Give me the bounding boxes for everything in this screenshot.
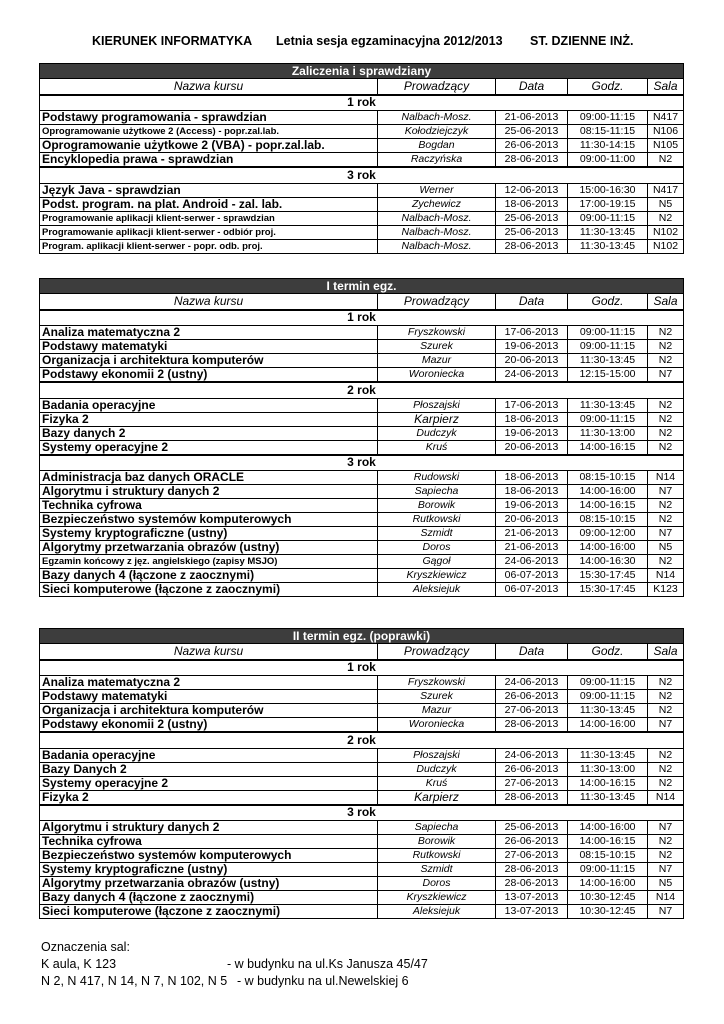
table-row bbox=[40, 183, 684, 197]
table-row bbox=[40, 412, 684, 426]
table-row bbox=[40, 849, 684, 863]
exam-room: N14 bbox=[648, 891, 684, 905]
course-name: Bazy danych 4 (łączone z zaocznymi) bbox=[40, 891, 378, 905]
table-row bbox=[40, 197, 684, 211]
exam-room: N5 bbox=[648, 197, 684, 211]
lecturer-name: Aleksiejuk bbox=[378, 583, 496, 597]
study-mode-label: ST. DZIENNE INŻ. bbox=[530, 34, 634, 48]
column-header: Prowadzący bbox=[378, 644, 496, 660]
course-name: Podstawy ekonomii 2 (ustny) bbox=[40, 368, 378, 383]
exam-room: N2 bbox=[648, 748, 684, 762]
exam-time: 08:15-10:15 bbox=[568, 471, 648, 485]
table-row bbox=[40, 340, 684, 354]
course-name: Programowanie aplikacji klient-serwer - odbiór proj. bbox=[40, 225, 378, 239]
exam-date: 20-06-2013 bbox=[496, 354, 568, 368]
column-header-row bbox=[40, 644, 684, 660]
exam-time: 11:30-13:45 bbox=[568, 748, 648, 762]
exam-date: 24-06-2013 bbox=[496, 748, 568, 762]
course-name: Organizacja i architektura komputerów bbox=[40, 704, 378, 718]
exam-room: N2 bbox=[648, 762, 684, 776]
exam-room: N2 bbox=[648, 426, 684, 440]
table-row bbox=[40, 326, 684, 340]
column-header: Godz. bbox=[568, 294, 648, 310]
lecturer-name: Kołodziejczyk bbox=[378, 125, 496, 139]
exam-date: 28-06-2013 bbox=[496, 718, 568, 733]
table-row bbox=[40, 748, 684, 762]
exam-room: N2 bbox=[648, 340, 684, 354]
column-header: Nazwa kursu bbox=[40, 79, 378, 95]
table-row bbox=[40, 513, 684, 527]
lecturer-name: Mazur bbox=[378, 704, 496, 718]
lecturer-name: Raczyńska bbox=[378, 153, 496, 168]
table-row bbox=[40, 676, 684, 690]
table-row bbox=[40, 225, 684, 239]
table-row bbox=[40, 153, 684, 168]
column-header: Data bbox=[496, 644, 568, 660]
year-group-label: 1 rok bbox=[40, 660, 684, 676]
column-header: Nazwa kursu bbox=[40, 644, 378, 660]
course-name: Egzamin końcowy z jęz. angielskiego (zapisy MSJO) bbox=[40, 555, 378, 569]
year-group-label: 2 rok bbox=[40, 382, 684, 398]
table-row bbox=[40, 718, 684, 733]
exam-room: N102 bbox=[648, 239, 684, 253]
exam-room: N417 bbox=[648, 111, 684, 125]
lecturer-name: Woroniecka bbox=[378, 718, 496, 733]
course-name: Oprogramowanie użytkowe 2 (VBA) - popr.zal.lab. bbox=[40, 139, 378, 153]
exam-date: 12-06-2013 bbox=[496, 183, 568, 197]
course-name: Sieci komputerowe (łączone z zaocznymi) bbox=[40, 583, 378, 597]
course-name: Program. aplikacji klient-serwer - popr. odb. proj. bbox=[40, 239, 378, 253]
exam-date: 13-07-2013 bbox=[496, 891, 568, 905]
exam-date: 19-06-2013 bbox=[496, 499, 568, 513]
exam-room: N2 bbox=[648, 412, 684, 426]
lecturer-name: Aleksiejuk bbox=[378, 905, 496, 919]
table-row bbox=[40, 368, 684, 383]
course-name: Organizacja i architektura komputerów bbox=[40, 354, 378, 368]
exam-room: N2 bbox=[648, 398, 684, 412]
table-row bbox=[40, 125, 684, 139]
exam-time: 09:00-11:15 bbox=[568, 690, 648, 704]
course-name: Badania operacyjne bbox=[40, 398, 378, 412]
exam-room: N2 bbox=[648, 211, 684, 225]
legend-rooms: K aula, K 123 bbox=[41, 957, 117, 971]
exam-room: K123 bbox=[648, 583, 684, 597]
lecturer-name: Werner bbox=[378, 183, 496, 197]
lecturer-name: Dudczyk bbox=[378, 426, 496, 440]
exam-time: 15:00-16:30 bbox=[568, 183, 648, 197]
exam-time: 08:15-10:15 bbox=[568, 849, 648, 863]
year-group-label: 1 rok bbox=[40, 95, 684, 111]
exam-date: 27-06-2013 bbox=[496, 849, 568, 863]
exam-room: N417 bbox=[648, 183, 684, 197]
exam-date: 25-06-2013 bbox=[496, 125, 568, 139]
table-row bbox=[40, 485, 684, 499]
table-row bbox=[40, 863, 684, 877]
table-row bbox=[40, 891, 684, 905]
course-name: Systemy operacyjne 2 bbox=[40, 440, 378, 455]
exam-time: 14:00-16:30 bbox=[568, 555, 648, 569]
course-name: Programowanie aplikacji klient-serwer - sprawdzian bbox=[40, 211, 378, 225]
exam-room: N14 bbox=[648, 471, 684, 485]
exam-time: 17:00-19:15 bbox=[568, 197, 648, 211]
document-header bbox=[0, 34, 724, 52]
exam-time: 14:00-16:00 bbox=[568, 718, 648, 733]
exam-date: 28-06-2013 bbox=[496, 790, 568, 805]
course-name: Encyklopedia prawa - sprawdzian bbox=[40, 153, 378, 168]
table-row bbox=[40, 821, 684, 835]
exam-room: N7 bbox=[648, 863, 684, 877]
lecturer-name: Szurek bbox=[378, 690, 496, 704]
lecturer-name: Kruś bbox=[378, 776, 496, 790]
exam-room: N5 bbox=[648, 541, 684, 555]
exam-date: 18-06-2013 bbox=[496, 471, 568, 485]
lecturer-name: Kryszkiewicz bbox=[378, 891, 496, 905]
exam-time: 08:15-10:15 bbox=[568, 513, 648, 527]
exam-room: N7 bbox=[648, 718, 684, 733]
lecturer-name: Zychewicz bbox=[378, 197, 496, 211]
table-row bbox=[40, 440, 684, 455]
table-row bbox=[40, 835, 684, 849]
section-title: I termin egz. bbox=[40, 279, 684, 294]
exam-room: N2 bbox=[648, 153, 684, 168]
column-header: Sala bbox=[648, 79, 684, 95]
exam-room: N2 bbox=[648, 513, 684, 527]
exam-date: 26-06-2013 bbox=[496, 690, 568, 704]
course-name: Fizyka 2 bbox=[40, 412, 378, 426]
course-name: Podstawy matematyki bbox=[40, 690, 378, 704]
course-name: Analiza matematyczna 2 bbox=[40, 326, 378, 340]
column-header: Data bbox=[496, 294, 568, 310]
exam-date: 21-06-2013 bbox=[496, 111, 568, 125]
column-header: Godz. bbox=[568, 644, 648, 660]
exam-date: 18-06-2013 bbox=[496, 412, 568, 426]
lecturer-name: Nalbach-Mosz. bbox=[378, 239, 496, 253]
exam-date: 28-06-2013 bbox=[496, 877, 568, 891]
table-row bbox=[40, 471, 684, 485]
course-name: Badania operacyjne bbox=[40, 748, 378, 762]
table-row bbox=[40, 111, 684, 125]
exam-time: 14:00-16:15 bbox=[568, 440, 648, 455]
table-row bbox=[40, 499, 684, 513]
year-group-label: 1 rok bbox=[40, 310, 684, 326]
exam-time: 14:00-16:00 bbox=[568, 821, 648, 835]
exam-room: N2 bbox=[648, 326, 684, 340]
column-header-row bbox=[40, 294, 684, 310]
exam-room: N7 bbox=[648, 485, 684, 499]
column-header: Nazwa kursu bbox=[40, 294, 378, 310]
course-name: Bazy Danych 2 bbox=[40, 762, 378, 776]
table-row bbox=[40, 541, 684, 555]
lecturer-name: Gągoł bbox=[378, 555, 496, 569]
course-name: Systemy kryptograficzne (ustny) bbox=[40, 527, 378, 541]
lecturer-name: Fryszkowski bbox=[378, 676, 496, 690]
exam-time: 09:00-11:15 bbox=[568, 676, 648, 690]
exam-room: N2 bbox=[648, 676, 684, 690]
exam-date: 21-06-2013 bbox=[496, 527, 568, 541]
column-header: Godz. bbox=[568, 79, 648, 95]
exam-date: 17-06-2013 bbox=[496, 326, 568, 340]
table-row bbox=[40, 527, 684, 541]
course-name: Administracja baz danych ORACLE bbox=[40, 471, 378, 485]
exam-time: 11:30-13:45 bbox=[568, 790, 648, 805]
legend-location: - w budynku na ul.Newelskiej 6 bbox=[237, 974, 409, 988]
exam-room: N2 bbox=[648, 354, 684, 368]
lecturer-name: Płoszajski bbox=[378, 748, 496, 762]
course-name: Podstawy programowania - sprawdzian bbox=[40, 111, 378, 125]
exam-time: 09:00-11:15 bbox=[568, 111, 648, 125]
lecturer-name: Mazur bbox=[378, 354, 496, 368]
lecturer-name: Karpierz bbox=[378, 790, 496, 805]
exam-time: 15:30-17:45 bbox=[568, 583, 648, 597]
exam-date: 26-06-2013 bbox=[496, 762, 568, 776]
lecturer-name: Woroniecka bbox=[378, 368, 496, 383]
lecturer-name: Borowik bbox=[378, 499, 496, 513]
exam-time: 09:00-11:15 bbox=[568, 211, 648, 225]
lecturer-name: Doros bbox=[378, 877, 496, 891]
exam-time: 10:30-12:45 bbox=[568, 891, 648, 905]
exam-room: N7 bbox=[648, 527, 684, 541]
column-header-row bbox=[40, 79, 684, 95]
lecturer-name: Płoszajski bbox=[378, 398, 496, 412]
table-row bbox=[40, 704, 684, 718]
table-row bbox=[40, 583, 684, 597]
exam-room: N5 bbox=[648, 877, 684, 891]
lecturer-name: Sapiecha bbox=[378, 485, 496, 499]
exam-date: 21-06-2013 bbox=[496, 541, 568, 555]
exam-time: 10:30-12:45 bbox=[568, 905, 648, 919]
lecturer-name: Kruś bbox=[378, 440, 496, 455]
exam-time: 11:30-13:45 bbox=[568, 354, 648, 368]
exam-time: 11:30-13:45 bbox=[568, 239, 648, 253]
table-row bbox=[40, 239, 684, 253]
lecturer-name: Rutkowski bbox=[378, 849, 496, 863]
exam-time: 09:00-11:15 bbox=[568, 863, 648, 877]
section-title: Zaliczenia i sprawdziany bbox=[40, 64, 684, 79]
exam-time: 11:30-13:45 bbox=[568, 225, 648, 239]
table-row bbox=[40, 905, 684, 919]
exam-time: 14:00-16:00 bbox=[568, 485, 648, 499]
lecturer-name: Dudczyk bbox=[378, 762, 496, 776]
course-name: Bazy danych 2 bbox=[40, 426, 378, 440]
column-header: Data bbox=[496, 79, 568, 95]
lecturer-name: Doros bbox=[378, 541, 496, 555]
exam-time: 15:30-17:45 bbox=[568, 569, 648, 583]
exam-time: 09:00-11:15 bbox=[568, 340, 648, 354]
lecturer-name: Fryszkowski bbox=[378, 326, 496, 340]
lecturer-name: Borowik bbox=[378, 835, 496, 849]
exam-time: 11:30-13:00 bbox=[568, 426, 648, 440]
course-name: Algorytmu i struktury danych 2 bbox=[40, 485, 378, 499]
exam-date: 27-06-2013 bbox=[496, 776, 568, 790]
table-row bbox=[40, 398, 684, 412]
exam-room: N2 bbox=[648, 499, 684, 513]
exam-date: 28-06-2013 bbox=[496, 153, 568, 168]
course-name: Język Java - sprawdzian bbox=[40, 183, 378, 197]
exam-date: 17-06-2013 bbox=[496, 398, 568, 412]
exam-date: 25-06-2013 bbox=[496, 211, 568, 225]
course-name: Algorytmy przetwarzania obrazów (ustny) bbox=[40, 541, 378, 555]
exam-time: 09:00-11:15 bbox=[568, 326, 648, 340]
exam-date: 06-07-2013 bbox=[496, 583, 568, 597]
course-name: Podst. program. na plat. Android - zal. lab. bbox=[40, 197, 378, 211]
course-name: Technika cyfrowa bbox=[40, 499, 378, 513]
exam-time: 14:00-16:00 bbox=[568, 541, 648, 555]
exam-time: 11:30-14:15 bbox=[568, 139, 648, 153]
exam-time: 09:00-11:15 bbox=[568, 412, 648, 426]
exam-date: 18-06-2013 bbox=[496, 197, 568, 211]
year-group-label: 3 rok bbox=[40, 455, 684, 471]
course-name: Podstawy ekonomii 2 (ustny) bbox=[40, 718, 378, 733]
exam-date: 24-06-2013 bbox=[496, 555, 568, 569]
exam-room: N7 bbox=[648, 905, 684, 919]
year-group-label: 3 rok bbox=[40, 167, 684, 183]
table-row bbox=[40, 354, 684, 368]
exam-date: 26-06-2013 bbox=[496, 835, 568, 849]
exam-room: N2 bbox=[648, 849, 684, 863]
lecturer-name: Bogdan bbox=[378, 139, 496, 153]
table-row bbox=[40, 762, 684, 776]
exam-room: N14 bbox=[648, 569, 684, 583]
exam-time: 09:00-12:00 bbox=[568, 527, 648, 541]
schedule-table bbox=[39, 63, 684, 254]
exam-room: N7 bbox=[648, 368, 684, 383]
exam-time: 11:30-13:45 bbox=[568, 398, 648, 412]
exam-room: N2 bbox=[648, 690, 684, 704]
exam-room: N2 bbox=[648, 776, 684, 790]
exam-date: 13-07-2013 bbox=[496, 905, 568, 919]
exam-date: 28-06-2013 bbox=[496, 863, 568, 877]
column-header: Prowadzący bbox=[378, 294, 496, 310]
exam-time: 09:00-11:00 bbox=[568, 153, 648, 168]
legend-location: - w budynku na ul.Ks Janusza 45/47 bbox=[227, 957, 428, 971]
exam-date: 25-06-2013 bbox=[496, 821, 568, 835]
exam-room: N2 bbox=[648, 440, 684, 455]
course-name: Technika cyfrowa bbox=[40, 835, 378, 849]
exam-time: 11:30-13:00 bbox=[568, 762, 648, 776]
exam-time: 11:30-13:45 bbox=[568, 704, 648, 718]
exam-room: N2 bbox=[648, 555, 684, 569]
table-row bbox=[40, 690, 684, 704]
table-row bbox=[40, 776, 684, 790]
exam-room: N2 bbox=[648, 704, 684, 718]
course-name: Fizyka 2 bbox=[40, 790, 378, 805]
exam-room: N102 bbox=[648, 225, 684, 239]
lecturer-name: Rudowski bbox=[378, 471, 496, 485]
course-name: Bezpieczeństwo systemów komputerowych bbox=[40, 849, 378, 863]
course-name: Bezpieczeństwo systemów komputerowych bbox=[40, 513, 378, 527]
exam-date: 20-06-2013 bbox=[496, 513, 568, 527]
table-row bbox=[40, 877, 684, 891]
exam-room: N2 bbox=[648, 835, 684, 849]
column-header: Sala bbox=[648, 294, 684, 310]
exam-date: 19-06-2013 bbox=[496, 426, 568, 440]
exam-date: 28-06-2013 bbox=[496, 239, 568, 253]
course-name: Algorytmu i struktury danych 2 bbox=[40, 821, 378, 835]
exam-date: 18-06-2013 bbox=[496, 485, 568, 499]
exam-date: 25-06-2013 bbox=[496, 225, 568, 239]
course-name: Sieci komputerowe (łączone z zaocznymi) bbox=[40, 905, 378, 919]
lecturer-name: Nalbach-Mosz. bbox=[378, 211, 496, 225]
course-name: Oprogramowanie użytkowe 2 (Access) - popr.zal.lab. bbox=[40, 125, 378, 139]
column-header: Prowadzący bbox=[378, 79, 496, 95]
lecturer-name: Kryszkiewicz bbox=[378, 569, 496, 583]
course-name: Systemy operacyjne 2 bbox=[40, 776, 378, 790]
legend-rooms: N 2, N 417, N 14, N 7, N 102, N 5 bbox=[41, 974, 228, 988]
lecturer-name: Nalbach-Mosz. bbox=[378, 111, 496, 125]
lecturer-name: Karpierz bbox=[378, 412, 496, 426]
exam-date: 06-07-2013 bbox=[496, 569, 568, 583]
schedule-table bbox=[39, 278, 684, 597]
session-label: Letnia sesja egzaminacyjna 2012/2013 bbox=[276, 34, 503, 48]
lecturer-name: Szmidt bbox=[378, 863, 496, 877]
exam-time: 12:15-15:00 bbox=[568, 368, 648, 383]
exam-time: 14:00-16:00 bbox=[568, 877, 648, 891]
year-group-label: 2 rok bbox=[40, 732, 684, 748]
exam-room: N106 bbox=[648, 125, 684, 139]
exam-date: 24-06-2013 bbox=[496, 368, 568, 383]
table-row bbox=[40, 555, 684, 569]
exam-time: 08:15-11:15 bbox=[568, 125, 648, 139]
lecturer-name: Rutkowski bbox=[378, 513, 496, 527]
course-name: Bazy danych 4 (łączone z zaocznymi) bbox=[40, 569, 378, 583]
faculty-label: KIERUNEK INFORMATYKA bbox=[92, 34, 253, 48]
schedule-table bbox=[39, 628, 684, 919]
lecturer-name: Szmidt bbox=[378, 527, 496, 541]
lecturer-name: Szurek bbox=[378, 340, 496, 354]
course-name: Analiza matematyczna 2 bbox=[40, 676, 378, 690]
section-title: II termin egz. (poprawki) bbox=[40, 629, 684, 644]
exam-time: 14:00-16:15 bbox=[568, 776, 648, 790]
exam-room: N105 bbox=[648, 139, 684, 153]
table-row bbox=[40, 211, 684, 225]
course-name: Podstawy matematyki bbox=[40, 340, 378, 354]
course-name: Systemy kryptograficzne (ustny) bbox=[40, 863, 378, 877]
year-group-label: 3 rok bbox=[40, 805, 684, 821]
lecturer-name: Sapiecha bbox=[378, 821, 496, 835]
exam-room: N7 bbox=[648, 821, 684, 835]
exam-date: 27-06-2013 bbox=[496, 704, 568, 718]
table-row bbox=[40, 139, 684, 153]
exam-date: 19-06-2013 bbox=[496, 340, 568, 354]
exam-room: N14 bbox=[648, 790, 684, 805]
exam-date: 26-06-2013 bbox=[496, 139, 568, 153]
table-row bbox=[40, 790, 684, 805]
course-name: Algorytmy przetwarzania obrazów (ustny) bbox=[40, 877, 378, 891]
column-header: Sala bbox=[648, 644, 684, 660]
table-row bbox=[40, 426, 684, 440]
exam-date: 20-06-2013 bbox=[496, 440, 568, 455]
exam-time: 14:00-16:15 bbox=[568, 499, 648, 513]
exam-time: 14:00-16:15 bbox=[568, 835, 648, 849]
lecturer-name: Nalbach-Mosz. bbox=[378, 225, 496, 239]
table-row bbox=[40, 569, 684, 583]
exam-date: 24-06-2013 bbox=[496, 676, 568, 690]
